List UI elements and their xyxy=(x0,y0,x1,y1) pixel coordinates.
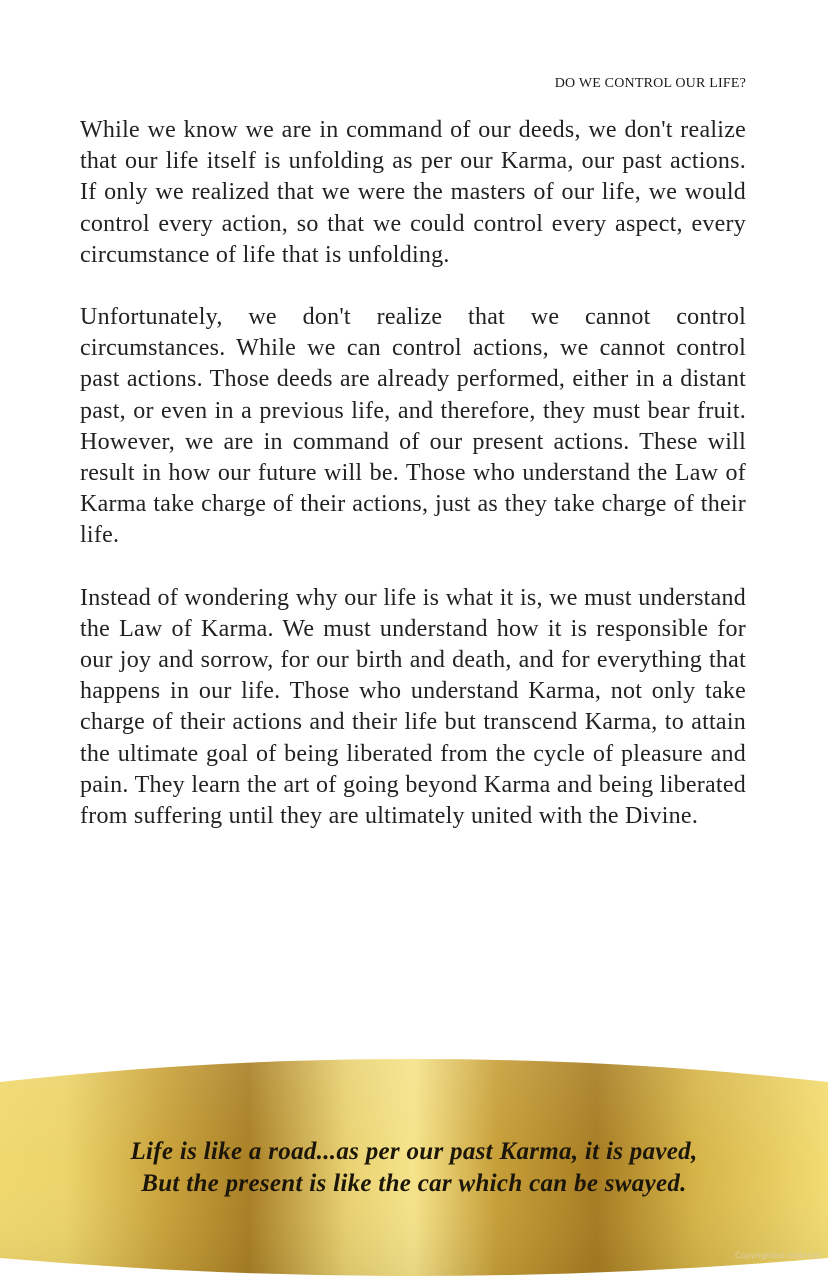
paragraph-1: While we know we are in command of our deeds, we don't realize that our life itself is unfolding as per our Karma, our past actions. If only we realized that we were the masters of our life, we would control every action, so that we could control every aspect, every circumstance of life that is unfolding. xyxy=(80,117,746,268)
quote-text xyxy=(0,1136,828,1200)
paragraph-2: Unfortunately, we don't realize that we cannot control circumstances. While we can control actions, we cannot control past actions. Those deeds are already performed, either in a distant past, or even in a previous life, and therefore, they must bear fruit. However, we are in command of our present actions. These will result in how our future will be. Those who understand the Law of Karma take charge of their actions, just as they take charge of their life. xyxy=(80,304,746,549)
quote-line-1: Life is like a road...as per our past Karma, it is paved, xyxy=(130,1138,698,1165)
running-head: DO WE CONTROL OUR LIFE? xyxy=(554,76,746,91)
body-text xyxy=(80,115,746,863)
quote-band xyxy=(0,1058,828,1280)
paragraph-3: Instead of wondering why our life is what it is, we must understand the Law of Karma. We must understand how it is responsible for our joy and sorrow, for our birth and death, and for everything that happens in our life. Those who understand Karma, not only take charge of their actions and their life but transcend Karma, to attain the ultimate goal of being liberated from the cycle of pleasure and pain. They learn the art of going beyond Karma and being liberated from suffering until they are ultimately united with the Divine. xyxy=(80,584,746,830)
quote-line-2: But the present is like the car which can be swayed. xyxy=(141,1170,687,1197)
copyright-watermark: Copyrighted material xyxy=(734,1251,820,1260)
